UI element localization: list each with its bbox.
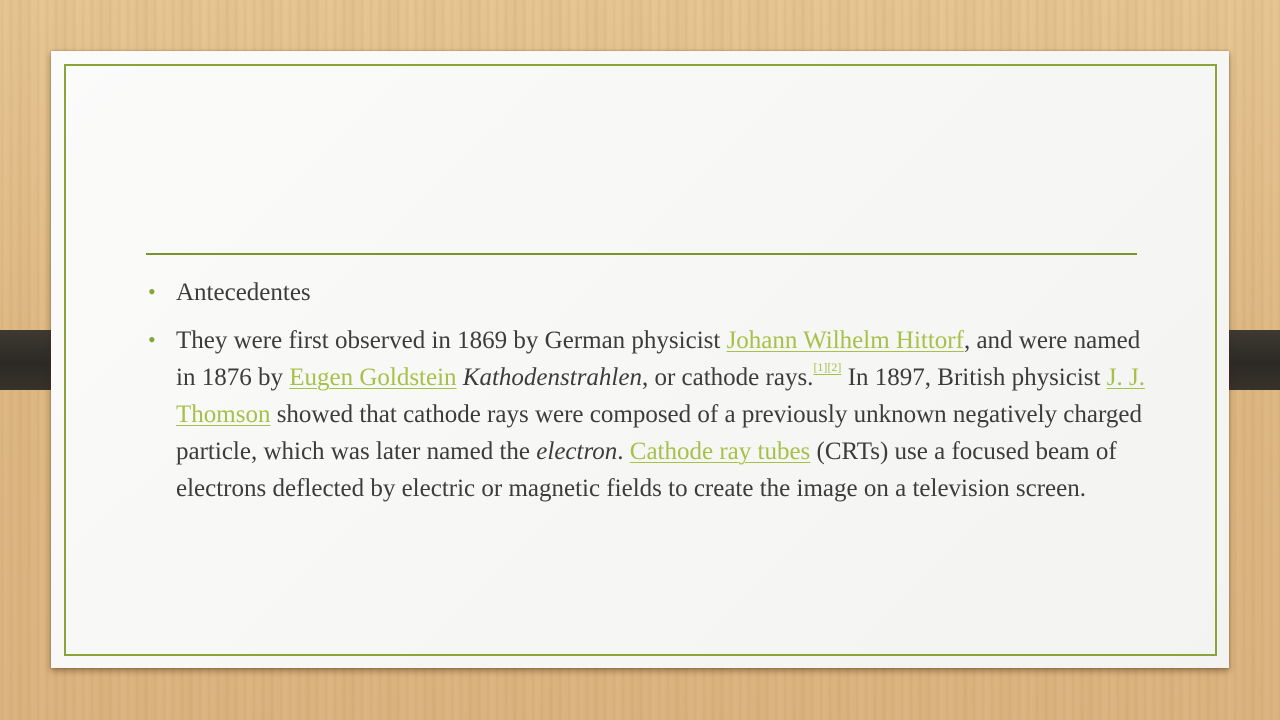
bullet-dot-icon: • xyxy=(148,327,156,352)
bullet-item-antecedentes xyxy=(147,274,1147,311)
slide-paper xyxy=(51,51,1229,668)
text-segment: , or cathode rays. xyxy=(641,364,814,391)
italic-kathodenstrahlen: Kathodenstrahlen xyxy=(462,364,642,391)
title-divider-line xyxy=(146,253,1137,255)
bullet-item-cathode-rays xyxy=(147,322,1147,507)
link-jj-thomson[interactable]: J. J. Thomson xyxy=(176,364,1145,428)
text-segment: (CRTs) use a focused beam of electrons deflected by electric or magnetic fields to create the image on a television screen. xyxy=(176,438,1117,502)
italic-electron: electron xyxy=(536,438,618,465)
link-cathode-ray-tubes[interactable]: Cathode ray tubes xyxy=(629,438,811,465)
link-johann-wilhelm-hittorf[interactable]: Johann Wilhelm Hittorf xyxy=(726,327,964,354)
bullet-paragraph xyxy=(176,322,1147,507)
link-eugen-goldstein[interactable]: Eugen Goldstein xyxy=(289,364,457,391)
text-segment: They were first observed in 1869 by German physicist xyxy=(176,327,727,354)
text-segment: . xyxy=(617,438,630,465)
text-segment: showed that cathode rays were composed of a previously unknown negatively charged particle, which was later named the xyxy=(176,401,1142,465)
slide-body xyxy=(147,274,1147,518)
text-segment: , and were named in 1876 by xyxy=(176,327,1141,391)
text-segment: In 1897, British physicist xyxy=(841,364,1107,391)
bullet-text: Antecedentes xyxy=(176,279,311,306)
bullet-dot-icon: • xyxy=(148,279,156,304)
citation-link-1[interactable]: [1] xyxy=(813,360,828,374)
citation-link-2[interactable]: [2] xyxy=(827,360,842,374)
